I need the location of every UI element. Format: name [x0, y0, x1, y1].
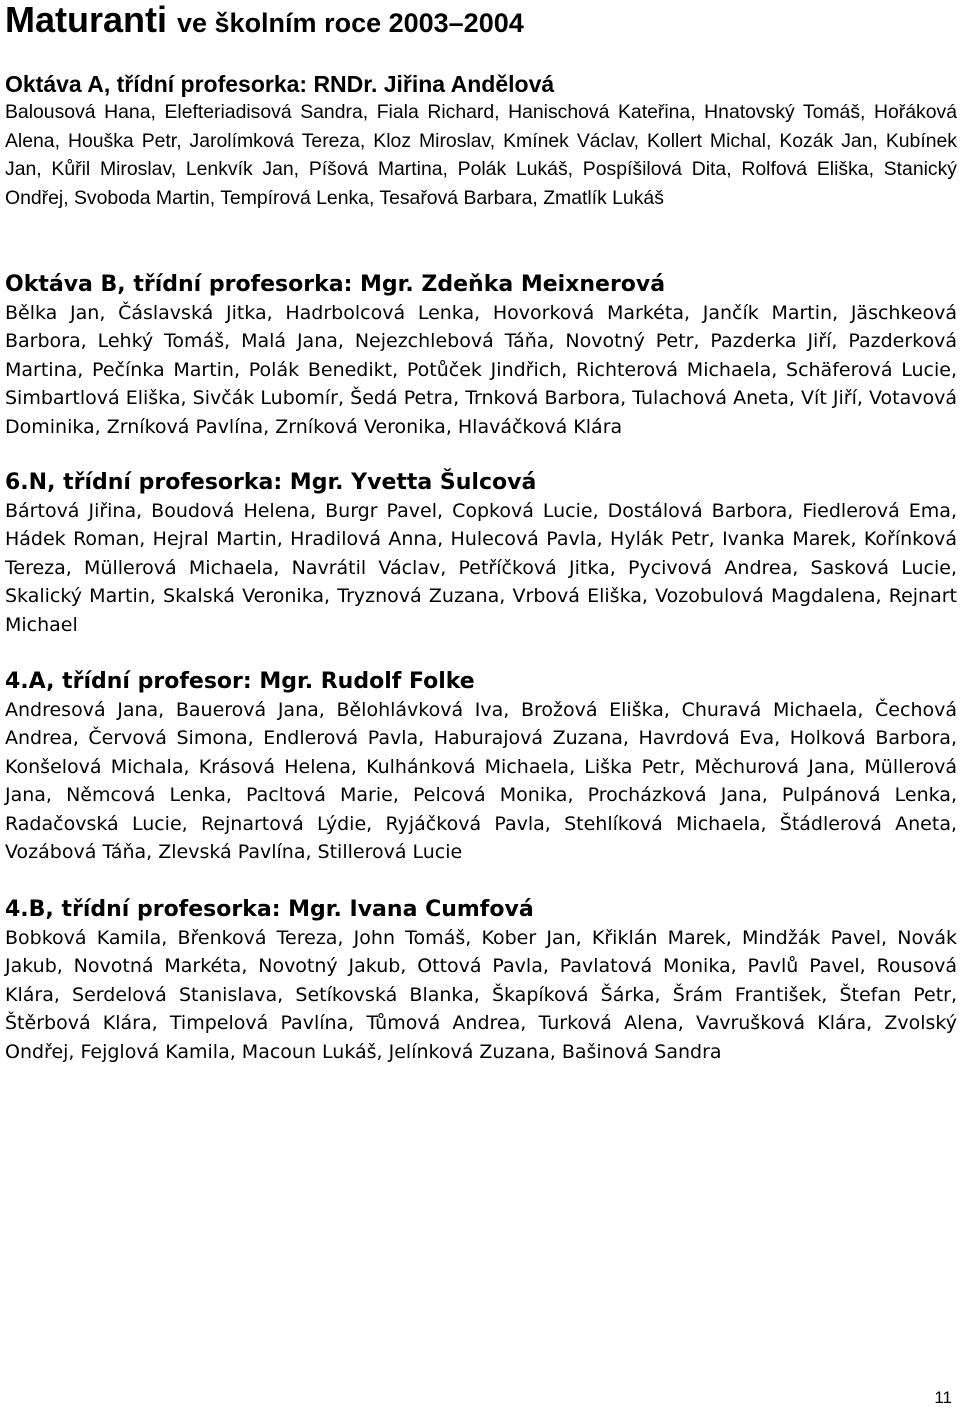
page-title-subtitle: ve školním roce 2003–2004 — [177, 8, 524, 38]
class-section-6n — [5, 469, 957, 639]
student-list: Balousová Hana, Elefteriadisová Sandra, Fiala Richard, Hanischová Kateřina, Hnatovský Tomáš, Hořáková Alena, Houška Petr, Jarolímková Tereza, Kloz Miroslav, Kmínek Václav, Kollert Michal, Kozák Jan, Kubínek Jan, Kůřil Miroslav, Lenkvík Jan, Píšová Martina, Polák Lukáš, Pospíšilová Dita, Rolfová Eliška, Stanický Ondřej, Svoboda Martin, Tempírová Lenka, Tesařová Barbara, Zmatlík Lukáš — [5, 101, 957, 209]
class-heading: 4.B, třídní profesorka: Mgr. Ivana Cumfová — [5, 897, 534, 922]
student-list: Bártová Jiřina, Boudová Helena, Burgr Pavel, Copková Lucie, Dostálová Barbora, Fiedlerová Ema, Hádek Roman, Hejral Martin, Hradilová Anna, Hulecová Pavla, Hylák Petr, Ivanka Marek, Kořínková Tereza, Müllerová Michaela, Navrátil Václav, Petříčková Jitka, Pycivová Andrea, Sasková Lucie, Skalický Martin, Skalská Veronika, Tryznová Zuzana, Vrbová Eliška, Vozobulová Magdalena, Rejnart Michael — [5, 500, 957, 636]
class-heading: 6.N, třídní profesorka: Mgr. Yvetta Šulcová — [5, 470, 537, 495]
student-list: Bobková Kamila, Břenková Tereza, John Tomáš, Kober Jan, Křiklán Marek, Mindžák Pavel, Novák Jakub, Novotná Markéta, Novotný Jakub, Ottová Pavla, Pavlatová Monika, Pavlů Pavel, Rousová Klára, Serdelová Stanislava, Setíkovská Blanka, Škapíková Šárka, Šrám František, Štefan Petr, Štěrbová Klára, Timpelová Pavlína, Tůmová Andrea, Turková Alena, Vavrušková Klára, Zvolský Ondřej, Fejglová Kamila, Macoun Lukáš, Jelínková Zuzana, Bašinová Sandra — [5, 927, 957, 1063]
page-title-main: Maturanti — [5, 0, 167, 40]
page-title — [5, 0, 524, 43]
class-section-4b — [5, 896, 957, 1066]
class-heading: Oktáva A, třídní profesorka: RNDr. Jiřina Andělová — [5, 71, 555, 97]
class-heading: Oktáva B, třídní profesorka: Mgr. Zdeňka Meixnerová — [5, 272, 666, 297]
class-section-4a — [5, 668, 957, 866]
page-number: 11 — [934, 1388, 952, 1407]
student-list: Andresová Jana, Bauerová Jana, Bělohlávková Iva, Brožová Eliška, Churavá Michaela, Čechová Andrea, Červová Simona, Endlerová Pavla, Haburajová Zuzana, Havrdová Eva, Holková Barbora, Konšelová Michala, Krásová Helena, Kulhánková Michaela, Liška Petr, Měchurová Jana, Müllerová Jana, Němcová Lenka, Pacltová Marie, Pelcová Monika, Procházková Jana, Pulpánová Lenka, Radačovská Lucie, Rejnartová Lýdie, Ryjáčková Pavla, Stehlíková Michaela, Štádlerová Aneta, Vozábová Táňa, Zlevská Pavlína, Stillerová Lucie — [5, 699, 957, 864]
class-section-oktava-a — [5, 70, 957, 212]
student-list: Bělka Jan, Čáslavská Jitka, Hadrbolcová Lenka, Hovorková Markéta, Jančík Martin, Jäschkeová Barbora, Lehký Tomáš, Malá Jana, Nejezchlebová Táňa, Novotný Petr, Pazderka Jiří, Pazderková Martina, Pečínka Martin, Polák Benedikt, Potůček Jindřich, Richterová Michaela, Schäferová Lucie, Simbartlová Eliška, Sivčák Lubomír, Šedá Petra, Trnková Barbora, Tulachová Aneta, Vít Jiří, Votavová Dominika, Zrníková Pavlína, Zrníková Veronika, Hlaváčková Klára — [5, 302, 957, 438]
class-section-oktava-b — [5, 271, 957, 441]
class-heading: 4.A, třídní profesor: Mgr. Rudolf Folke — [5, 669, 475, 694]
